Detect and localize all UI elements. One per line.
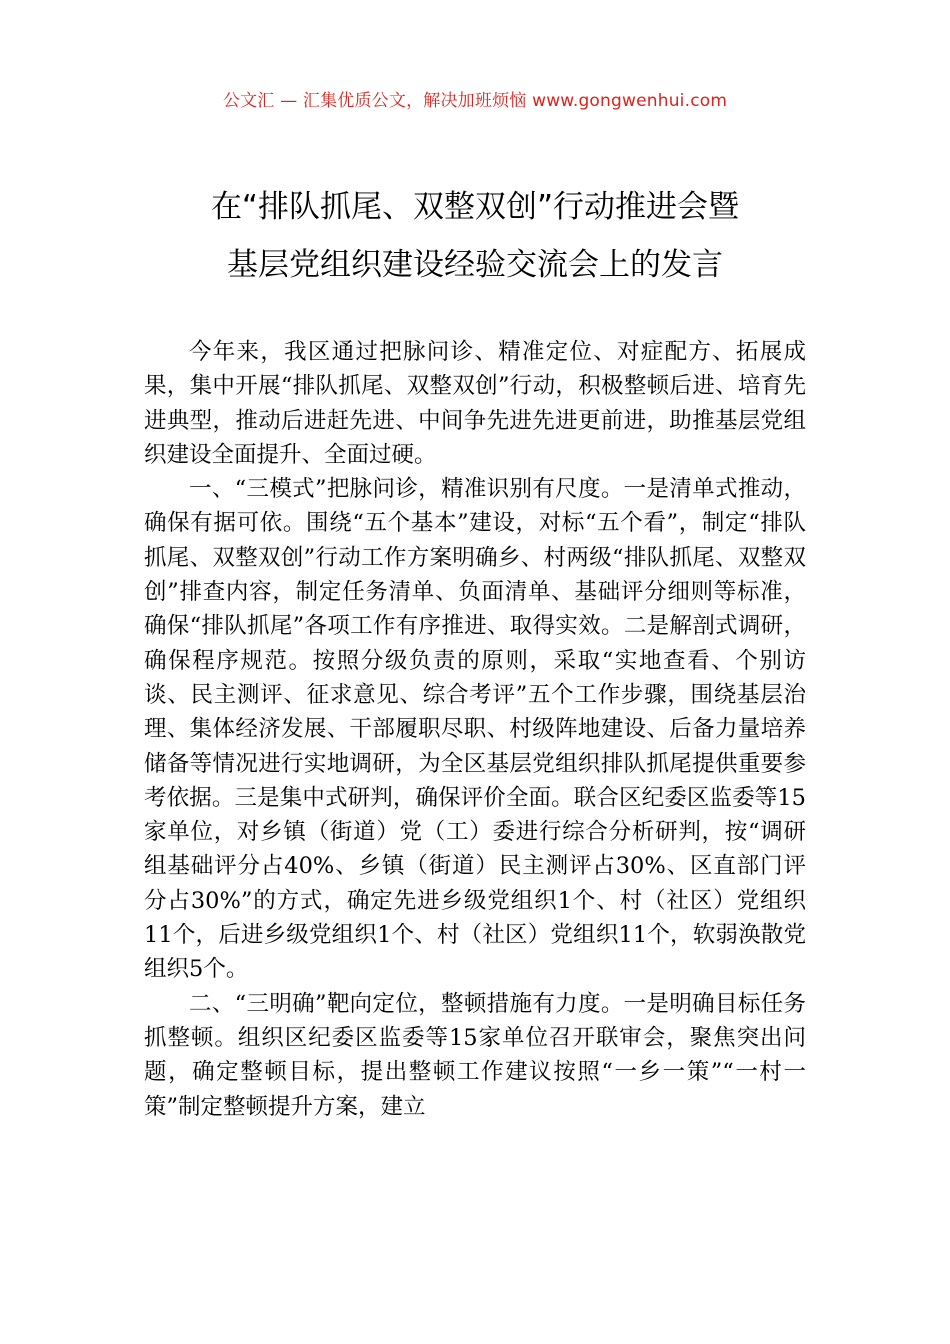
title-line-1: 在“排队抓尾、双整双创”行动推进会暨 bbox=[210, 189, 740, 225]
paragraph-intro: 今年来，我区通过把脉问诊、精准定位、对症配方、拓展成果，集中开展“排队抓尾、双整双创”行动，积极整顿后进、培育先进典型，推动后进赶先进、中间争先进先进更前进，助推基层党组织建设全面提升、全面过硬。 bbox=[144, 339, 806, 468]
document-body bbox=[144, 335, 806, 1124]
header-banner: 公文汇 — 汇集优质公文，解决加班烦恼 www.gongwenhui.com bbox=[222, 91, 728, 111]
paragraph-section-1: 一、“三模式”把脉问诊，精准识别有尺度。一是清单式推动，确保有据可依。围绕“五个基本”建设，对标“五个看”，制定“排队抓尾、双整双创”行动工作方案明确乡、村两级“排队抓尾、双整双创”排查内容，制定任务清单、负面清单、基础评分细则等标准，确保“排队抓尾”各项工作有序推进、取得实效。二是解剖式调研，确保程序规范。按照分级负责的原则，采取“实地查看、个别访谈、民主测评、征求意见、综合考评”五个工作步骤，围绕基层治理、集体经济发展、干部履职尽职、村级阵地建设、后备力量培养储备等情况进行实地调研，为全区基层党组织排队抓尾提供重要参考依据。三是集中式研判，确保评价全面。联合区纪委区监委等15家单位，对乡镇（街道）党（工）委进行综合分析研判，按“调研组基础评分占40%、乡镇（街道）民主测评占30%、区直部门评分占30%”的方式，确定先进乡级党组织1个、村（社区）党组织11个，后进乡级党组织1个、村（社区）党组织11个，软弱涣散党组织5个。 bbox=[144, 476, 806, 983]
title-line-2: 基层党组织建设经验交流会上的发言 bbox=[227, 247, 723, 283]
document-title bbox=[0, 178, 950, 294]
paragraph-section-2: 二、“三明确”靶向定位，整顿措施有力度。一是明确目标任务抓整顿。组织区纪委区监委等15家单位召开联审会，聚焦突出问题，确定整顿目标，提出整顿工作建议按照“一乡一策”“一村一策”制定整顿提升方案，建立 bbox=[144, 990, 806, 1120]
